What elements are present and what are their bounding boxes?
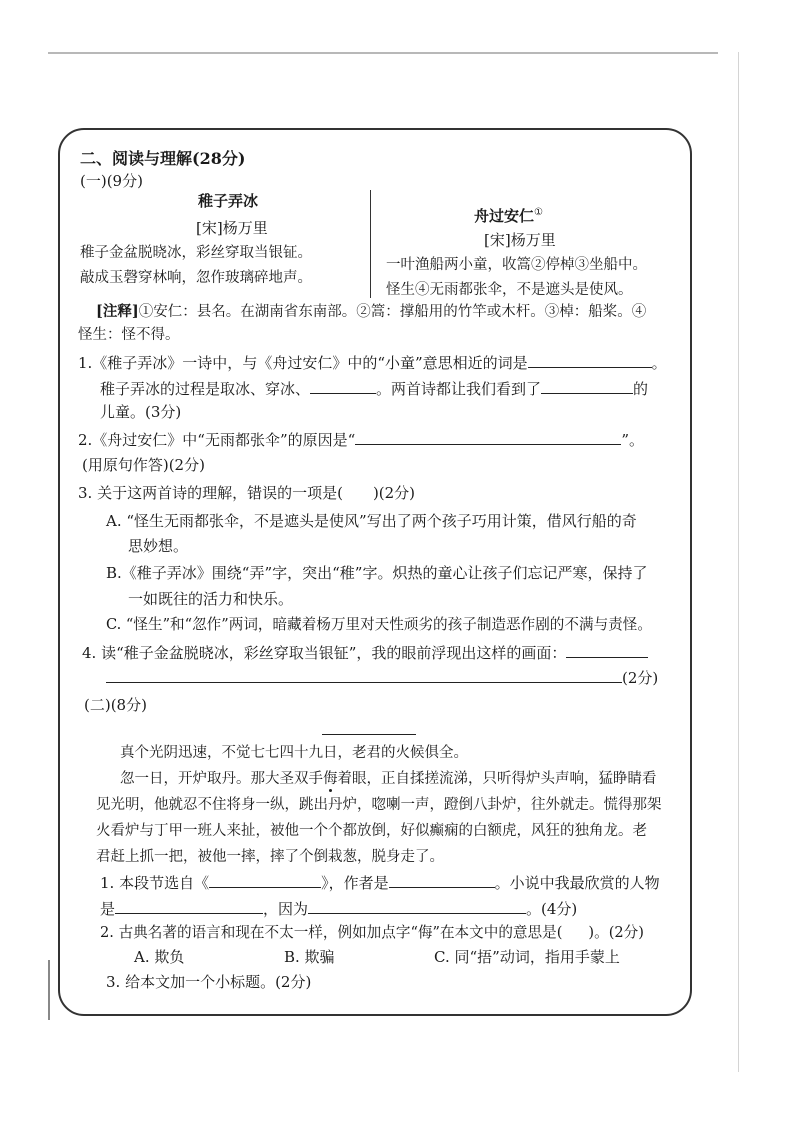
poem2-line1: 一叶渔船两小童，收篙②停棹③坐船中。 xyxy=(386,257,647,273)
p2-q1-author-blank[interactable] xyxy=(389,873,495,888)
p2-q2-option-a: A. 欺负 xyxy=(134,948,185,966)
poem2-title-text: 舟过安仁 xyxy=(474,207,535,225)
p1-q1-line3: 儿童。(3分) xyxy=(100,403,182,421)
p2-q1-because: ，因为 xyxy=(263,900,309,918)
p1-q3-option-c: C. “怪生”和“忽作”两词，暗藏着杨万里对天性顽劣的孩子制造恶作剧的不满与责怪。 xyxy=(106,616,652,633)
p1-q1-answer-blank-3[interactable] xyxy=(541,379,633,394)
p1-q3-stem: 3. 关于这两首诗的理解，错误的一项是( xyxy=(78,484,343,502)
part1-label: (一)(9分) xyxy=(80,172,143,190)
p1-q4-line1 xyxy=(82,643,648,662)
p1-q1-end: 。 xyxy=(651,354,667,372)
p2-q1-stem: 1. 本段节选自《 xyxy=(100,874,210,892)
p1-q2-line2: (用原句作答)(2分) xyxy=(82,456,205,474)
part2-label: (二)(8分) xyxy=(84,696,147,714)
poem1-line1: 稚子金盆脱晓冰，彩丝穿取当银钲。 xyxy=(80,245,312,261)
p2-q2-option-b: B. 欺骗 xyxy=(284,948,335,966)
p1-q2-end: ”。 xyxy=(621,431,644,449)
scan-left-mark xyxy=(48,960,50,1020)
p1-q4-answer-blank-2[interactable] xyxy=(106,668,622,683)
passage-p3: 见光明，他就忍不住将身一纵，跳出丹炉，唿喇一声，蹬倒八卦炉，往外就走。慌得那架 xyxy=(96,797,662,813)
poem2-line2: 怪生④无雨都张伞，不是遮头是使风。 xyxy=(386,282,633,298)
passage-p1: 真个光阴迅速，不觉七七四十九日，老君的火候俱全。 xyxy=(120,745,468,761)
section-title: 二、阅读与理解(28分) xyxy=(80,149,246,168)
p1-q3-option-a-line1: A. “怪生无雨都张伞，不是遮头是使风”写出了两个孩子巧用计策，借风行船的奇 xyxy=(106,512,637,530)
p2-q1-line1 xyxy=(100,873,660,892)
p1-q1-de: 的 xyxy=(633,380,649,398)
notes-line1 xyxy=(96,303,646,321)
poem2-footnote-mark: ① xyxy=(534,207,543,218)
p2-q1-shi: 是 xyxy=(100,900,116,918)
p1-q3-option-b-line1: B.《稚子弄冰》围绕“弄”字，突出“稚”字。炽热的童心让孩子们忘记严寒，保持了 xyxy=(106,564,648,582)
p2-q1-author-label: 》，作者是 xyxy=(321,874,389,892)
p2-q1-reason-blank[interactable] xyxy=(308,899,526,914)
poem1-title: 稚子弄冰 xyxy=(198,192,259,210)
p1-q4-score: (2分) xyxy=(622,669,659,687)
passage-p4: 火看炉与丁甲一班人来扯，被他一个个都放倒，好似癫痫的白额虎，风狂的独角龙。老 xyxy=(96,823,647,839)
passage-p2-b: 着眼，正自揉搓流涕，只听得炉头声响，猛睁睛看 xyxy=(337,771,657,787)
p1-q4-answer-blank-1[interactable] xyxy=(566,643,648,658)
poem-divider xyxy=(370,190,371,298)
p1-q1-line1 xyxy=(78,353,667,372)
p1-q1-process: 稚子弄冰的过程是取冰、穿冰、 xyxy=(100,380,311,398)
p2-q2-option-c: C. 同“捂”动词，指用手蒙上 xyxy=(434,948,620,966)
p2-q1-character-blank[interactable] xyxy=(115,899,263,914)
passage-p5: 君赶上抓一把，被他一摔，摔了个倒栽葱，脱身走了。 xyxy=(96,849,444,865)
p1-q1-answer-blank-2[interactable] xyxy=(310,379,376,394)
scan-top-border xyxy=(48,52,718,54)
p2-q2-line1 xyxy=(100,924,644,942)
p2-q1-score: 。(4分) xyxy=(526,900,578,918)
passage-p2 xyxy=(120,770,657,788)
p1-q3-option-b-line2: 一如既往的活力和快乐。 xyxy=(128,590,294,608)
poem1-line2: 敲成玉磬穿林响，忽作玻璃碎地声。 xyxy=(80,270,312,286)
poem2-title xyxy=(474,204,543,225)
p2-q1-book-blank[interactable] xyxy=(209,873,321,888)
p2-q1-fav: 。小说中我最欣赏的人物 xyxy=(494,874,660,892)
notes-line2: 怪生：怪不得。 xyxy=(78,327,180,343)
p2-q3: 3. 给本文加一个小标题。(2分) xyxy=(106,973,312,991)
p1-q1-stem: 1.《稚子弄冰》一诗中，与《舟过安仁》中的“小童”意思相近的词是 xyxy=(78,354,528,372)
dotted-char: 侮 xyxy=(323,771,338,787)
passage-p2-a: 忽一日，开炉取丹。那大圣双手 xyxy=(120,771,323,787)
notes-text: ①安仁：县名。在湖南省东南部。②篙：撑船用的竹竿或木杆。③棹：船桨。④ xyxy=(138,304,647,320)
p1-q3-stem-line xyxy=(78,484,415,502)
p1-q2-stem: 2.《舟过安仁》中“无雨都张伞”的原因是“ xyxy=(78,431,356,449)
p1-q1-answer-blank-1[interactable] xyxy=(528,353,652,368)
p1-q1-line2 xyxy=(100,379,648,398)
p2-q2-score: )。(2分) xyxy=(588,924,644,941)
p2-q1-line2 xyxy=(100,899,577,918)
poem1-author: [宋]杨万里 xyxy=(196,219,268,237)
notes-label: [注释] xyxy=(96,303,139,320)
p1-q2-line1 xyxy=(78,430,644,449)
p1-q1-both: 。两首诗都让我们看到了 xyxy=(376,380,542,398)
p1-q4-stem: 4. 读“稚子金盆脱晓冰，彩丝穿取当银钲”，我的眼前浮现出这样的画面： xyxy=(82,644,567,662)
p1-q3-score: )(2分) xyxy=(372,484,416,502)
p1-q4-line2 xyxy=(106,668,658,687)
p2-q2-stem: 2. 古典名著的语言和现在不太一样，例如加点字“侮”在本文中的意思是( xyxy=(100,924,563,941)
passage-title-line xyxy=(322,734,416,735)
poem2-author: [宋]杨万里 xyxy=(484,231,556,249)
scan-right-edge xyxy=(738,52,739,1072)
p1-q2-answer-blank[interactable] xyxy=(355,430,621,445)
p1-q3-option-a-line2: 思妙想。 xyxy=(128,537,189,555)
